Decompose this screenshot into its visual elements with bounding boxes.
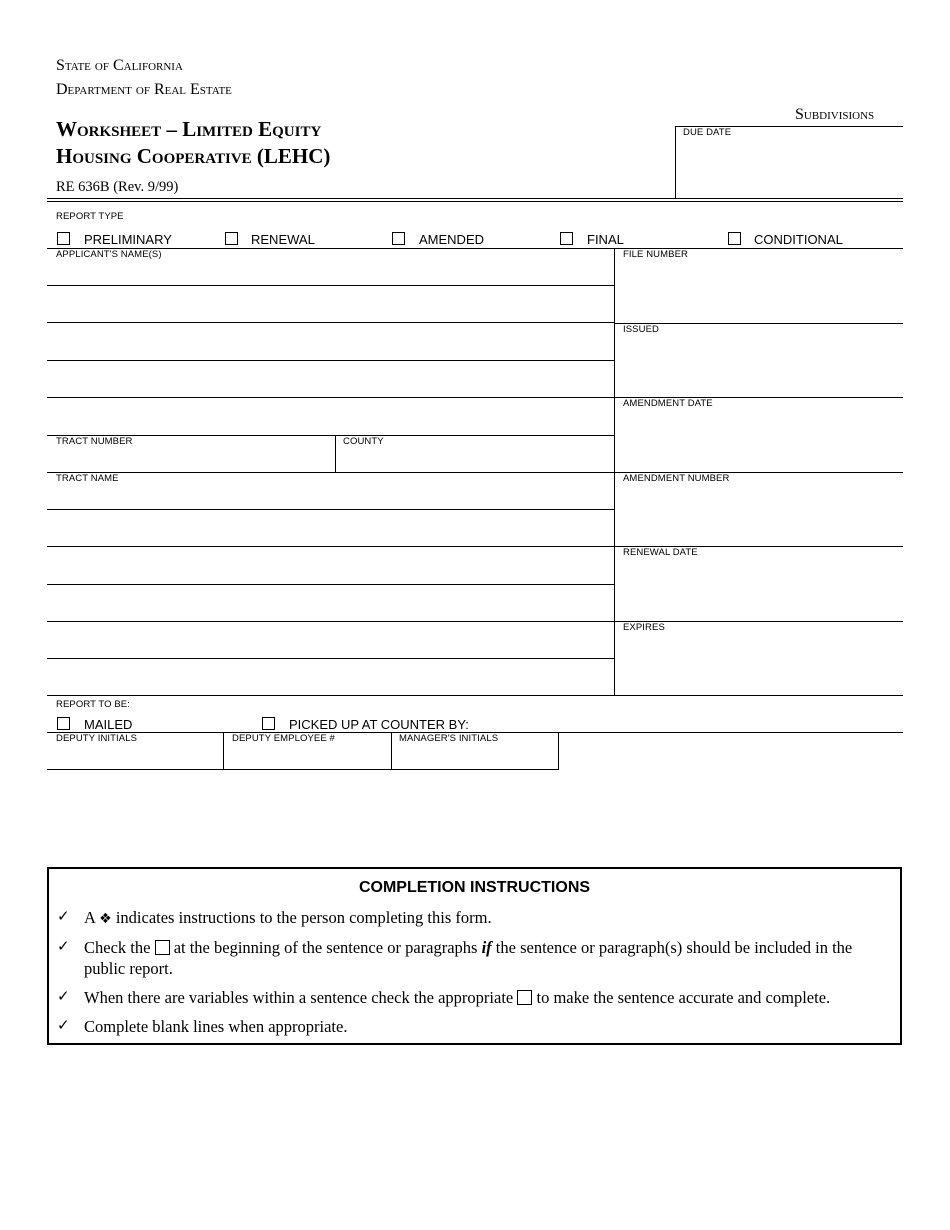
preliminary-label: PRELIMINARY [84, 232, 172, 247]
section-name: Subdivisions [795, 106, 875, 123]
expires-field[interactable] [615, 635, 902, 694]
conditional-label: CONDITIONAL [754, 232, 843, 247]
file-number-label: FILE NUMBER [623, 249, 688, 260]
deputy-employee-label: DEPUTY EMPLOYEE # [232, 733, 335, 744]
amendment-number-label: AMENDMENT NUMBER [623, 473, 730, 484]
renewal-checkbox[interactable] [225, 232, 238, 245]
applicants-name-field[interactable] [48, 262, 613, 434]
final-label: FINAL [587, 232, 624, 247]
department-name: Department of Real Estate [56, 81, 232, 98]
form-title-line1: Worksheet – Limited Equity [56, 117, 322, 141]
report-to-be-label: REPORT TO BE: [56, 699, 130, 710]
state-name: State of California [56, 57, 183, 74]
amendment-date-field[interactable] [615, 411, 902, 471]
picked-up-label: PICKED UP AT COUNTER BY: [289, 717, 469, 732]
checkmark-icon: ✓ [57, 937, 70, 955]
file-number-field[interactable] [615, 262, 902, 322]
instruction-4: Complete blank lines when appropriate. [84, 1017, 348, 1036]
amendment-number-field[interactable] [615, 486, 902, 545]
amended-label: AMENDED [419, 232, 485, 247]
expires-label: EXPIRES [623, 622, 665, 633]
diamond-icon: ❖ [99, 911, 112, 927]
checkmark-icon: ✓ [57, 907, 70, 925]
checkbox-icon [517, 990, 532, 1005]
mailed-label: MAILED [84, 717, 133, 732]
issued-field[interactable] [615, 337, 902, 396]
instruction-3: When there are variables within a sentence check the appropriate to make the sentence accurate and complete. [84, 988, 831, 1007]
tract-name-label: TRACT NAME [56, 473, 119, 484]
conditional-checkbox[interactable] [728, 232, 741, 245]
county-field[interactable] [336, 448, 613, 471]
due-date-field[interactable] [676, 140, 902, 196]
instruction-1: A ❖ indicates instructions to the person completing this form. [84, 908, 492, 927]
picked-up-checkbox[interactable] [262, 717, 275, 730]
checkmark-icon: ✓ [57, 987, 70, 1005]
instruction-2: Check the at the beginning of the sentence or paragraphs if the sentence or paragraph(s) should be included in the public report. [84, 938, 853, 978]
checkbox-icon [155, 940, 170, 955]
form-number: RE 636B (Rev. 9/99) [56, 179, 179, 195]
deputy-initials-label: DEPUTY INITIALS [56, 733, 138, 744]
issued-label: ISSUED [623, 324, 659, 335]
preliminary-checkbox[interactable] [57, 232, 70, 245]
deputy-initials-field[interactable] [48, 745, 222, 769]
form-title-line2: Housing Cooperative (LEHC) [56, 144, 331, 168]
amendment-date-label: AMENDMENT DATE [623, 398, 713, 409]
tract-number-label: TRACT NUMBER [56, 436, 133, 447]
managers-initials-label: MANAGER'S INITIALS [399, 733, 499, 744]
managers-initials-field[interactable] [392, 745, 558, 769]
report-type-label: REPORT TYPE [56, 211, 124, 222]
county-label: COUNTY [343, 436, 384, 447]
mailed-checkbox[interactable] [57, 717, 70, 730]
deputy-employee-field[interactable] [224, 745, 390, 769]
completion-instructions-box [47, 867, 902, 1045]
due-date-label: DUE DATE [683, 127, 732, 138]
tract-number-field[interactable] [48, 448, 334, 471]
final-checkbox[interactable] [560, 232, 573, 245]
tract-name-field[interactable] [48, 486, 613, 694]
renewal-label: RENEWAL [251, 232, 315, 247]
applicants-name-label: APPLICANT'S NAME(S) [56, 249, 162, 260]
completion-instructions-title: COMPLETION INSTRUCTIONS [358, 879, 591, 896]
renewal-date-field[interactable] [615, 560, 902, 620]
renewal-date-label: RENEWAL DATE [623, 547, 698, 558]
checkmark-icon: ✓ [57, 1016, 70, 1034]
amended-checkbox[interactable] [392, 232, 405, 245]
